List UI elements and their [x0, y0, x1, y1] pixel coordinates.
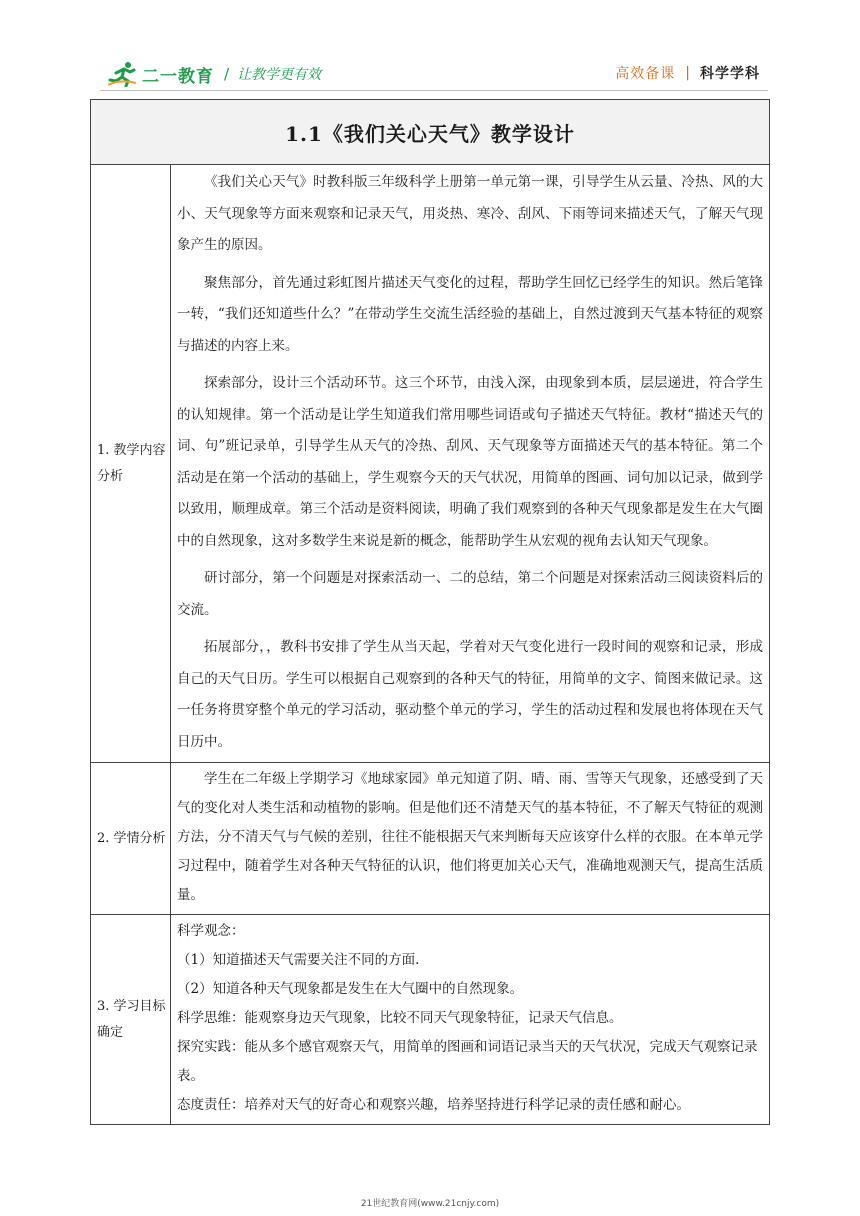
header-tags [615, 63, 760, 83]
lesson-plan-table [90, 99, 770, 1125]
section-label: 3. 学习目标确定 [91, 915, 171, 1125]
section-content-analysis [91, 165, 770, 763]
page-header [0, 0, 860, 92]
objective-line: 态度责任：培养对天气的好奇心和观察兴趣，培养坚持进行科学记录的责任感和耐心。 [177, 1097, 690, 1113]
paragraph: 《我们关心天气》时教科版三年级科学上册第一单元第一课，引导学生从云量、冷热、风的大小、天气现象等方面来观察和记录天气，用炎热、寒冷、刮风、下雨等词来描述天气，了解天气现象产生的原因。 [177, 174, 764, 253]
section-label: 1. 教学内容分析 [91, 165, 171, 763]
paragraph: 研讨部分，第一个问题是对探索活动一、二的总结，第二个问题是对探索活动三阅读资料后的交流。 [177, 570, 764, 618]
section-body [171, 763, 770, 915]
page-footer: 21世纪教育网(www.21cnjy.com) [360, 1199, 500, 1209]
section-body [171, 915, 770, 1125]
brand-logo[interactable] [108, 60, 321, 88]
section-student-analysis [91, 763, 770, 915]
tag-subject: 科学学科 [700, 66, 760, 82]
running-person-icon [108, 61, 138, 87]
section-label: 2. 学情分析 [91, 763, 171, 915]
tag-efficient-prep: 高效备课 [615, 66, 676, 82]
objective-line: 探究实践：能从多个感官观察天气，用简单的图画和词语记录当天的天气状况，完成天气观察记录表。 [177, 1039, 758, 1084]
objective-line: 科学观念： [177, 923, 245, 939]
paragraph: 拓展部分，，教科书安排了学生从当天起，学着对天气变化进行一段时间的观察和记录，形成自己的天气日历。学生可以根据自己观察到的各种天气的特征，用简单的文字、简图来做记录。这一任务将贯穿整个单元的学习活动，驱动整个单元的学习，学生的活动过程和发展也将体现在天气日历中。 [177, 639, 764, 750]
logo-text: 二一教育 [142, 66, 214, 87]
objective-line: （2）知道各种天气现象都是发生在大气圈中的自然现象。 [177, 981, 524, 997]
section-body [171, 165, 770, 763]
objective-line: 科学思维：能观察身边天气现象，比较不同天气现象特征，记录天气信息。 [177, 1010, 623, 1026]
tag-separator: | [685, 65, 690, 81]
paragraph: 学生在二年级上学期学习《地球家园》单元知道了阴、晴、雨、雪等天气现象，还感受到了天气的变化对人类生活和动植物的影响。但是他们还不清楚天气的基本特征，不了解天气特征的观测方法，分不清天气与气候的差别，往往不能根据天气来判断每天应该穿什么样的衣服。在本单元学习过程中，随着学生对各种天气特征的认识，他们将更加关心天气，准确地观测天气，提高生活质量。 [177, 771, 764, 903]
paragraph: 探索部分，设计三个活动环节。这三个环节，由浅入深，由现象到本质，层层递进，符合学生的认知规律。第一个活动是让学生知道我们常用哪些词语或句子描述天气特征。教材“描述天气的词、句”班记录单，引导学生从天气的冷热、刮风、天气现象等方面描述天气的基本特征。第二个活动是在第一个活动的基础上，学生观察今天的天气状况，用简单的图画、词句加以记录，做到学以致用，顺理成章。第三个活动是资料阅读，明确了我们观察到的各种天气现象都是发生在大气圈中的自然现象，这对多数学生来说是新的概念，能帮助学生从宏观的视角去认知天气现象。 [177, 375, 764, 549]
objective-line: （1）知道描述天气需要关注不同的方面. [177, 952, 420, 968]
paragraph: 聚焦部分，首先通过彩虹图片描述天气变化的过程，帮助学生回忆已经学生的知识。然后笔锋一转，“我们还知道些什么？”在带动学生交流生活经验的基础上，自然过渡到天气基本特征的观察与描述的内容上来。 [177, 274, 764, 354]
document-title: 1.1《我们关心天气》教学设计 [91, 100, 770, 165]
slogan-separator: / [224, 65, 230, 83]
header-divider [100, 90, 768, 91]
section-learning-objectives [91, 915, 770, 1125]
slogan: 让教学更有效 [237, 67, 322, 83]
